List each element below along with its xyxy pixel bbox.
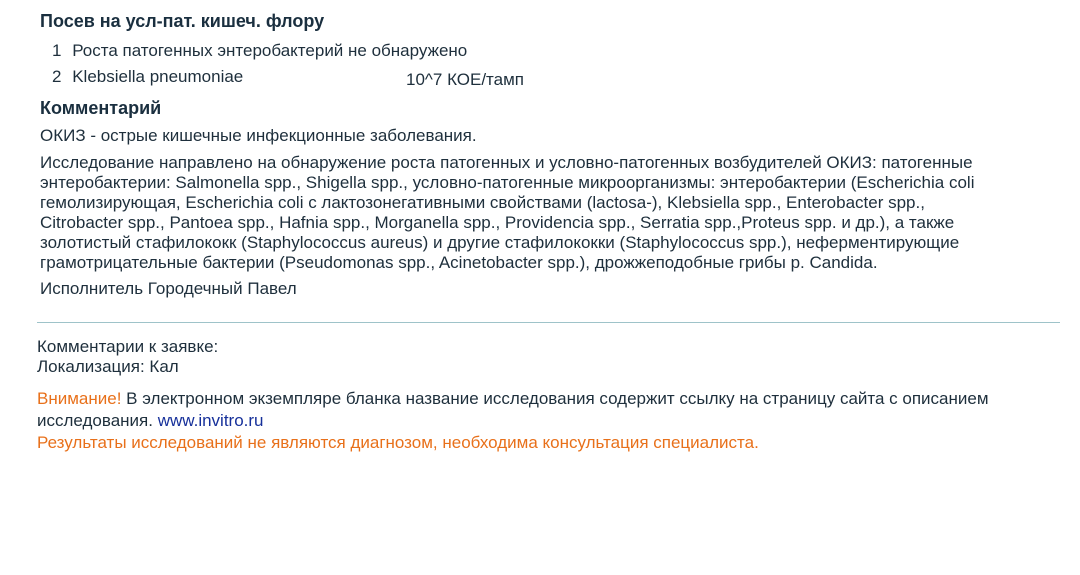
performer-line: Исполнитель Городечный Павел bbox=[40, 279, 297, 298]
culture-section-title: Посев на усл-пат. кишеч. флору bbox=[40, 11, 325, 31]
result-value-2: 10^7 КОЕ/тамп bbox=[406, 70, 525, 89]
localization-line: Локализация: Кал bbox=[37, 357, 179, 376]
comment-description-line: Исследование направлено на обнаружение роста патогенных и условно-патогенных возбудителей ОКИЗ: патогенные bbox=[40, 153, 973, 172]
disclaimer-line: Результаты исследований не являются диагнозом, необходима консультация специалиста. bbox=[37, 433, 759, 452]
comment-description-line: гемолизирующая, Escherichia coli с лактозонегативными свойствами (lactosa-), Klebsiella spp., Enterobacter spp., bbox=[40, 193, 925, 212]
attention-notice bbox=[37, 389, 989, 409]
result-row-2 bbox=[52, 67, 243, 87]
comment-description-line: Citrobacter spp., Pantoea spp., Hafnia spp., Morganella spp., Providencia spp., Serratia spp.,Proteus spp. и др.), а также bbox=[40, 213, 955, 232]
attention-notice-continued bbox=[37, 411, 264, 431]
invitro-link[interactable]: www.invitro.ru bbox=[157, 411, 264, 430]
comment-description-line: грамотрицательные бактерии (Pseudomonas spp., Acinetobacter spp.), дрожжеподобные грибы р. Candida. bbox=[40, 253, 878, 272]
comment-description-line: золотистый стафилококк (Staphylococcus aureus) и другие стафилококки (Staphylococcus spp.), неферментирующие bbox=[40, 233, 960, 252]
section-divider bbox=[37, 322, 1060, 323]
attention-text-continued: исследования. bbox=[37, 411, 158, 430]
attention-label: Внимание! bbox=[37, 389, 122, 408]
comment-definition: ОКИЗ - острые кишечные инфекционные заболевания. bbox=[40, 126, 477, 145]
attention-text: В электронном экземпляре бланка название исследования содержит ссылку на страницу сайта с описанием bbox=[121, 389, 989, 408]
result-row-1 bbox=[52, 41, 467, 61]
order-comment-label: Комментарии к заявке: bbox=[37, 337, 219, 356]
result-text: Роста патогенных энтеробактерий не обнаружено bbox=[72, 41, 468, 60]
result-index: 1 bbox=[52, 41, 62, 60]
result-index: 2 bbox=[52, 67, 62, 86]
comment-description-line: энтеробактерии: Salmonella spp., Shigella spp., условно-патогенные микроорганизмы: энтеробактерии (Escherichia coli bbox=[40, 173, 975, 192]
comment-section-title: Комментарий bbox=[40, 98, 162, 118]
result-text: Klebsiella pneumoniae bbox=[72, 67, 244, 86]
